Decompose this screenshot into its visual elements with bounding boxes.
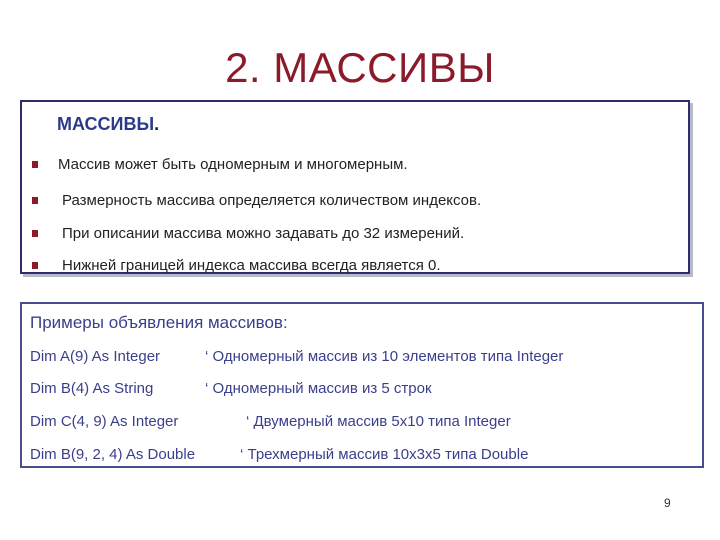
bullet-square-icon: [32, 262, 38, 269]
definition-heading-text: МАССИВЫ: [57, 114, 155, 134]
bullet-text: Размерность массива определяется количеством индексов.: [62, 192, 482, 209]
bullet-text: Нижней границей индекса массива всегда является 0.: [62, 257, 441, 274]
example-comment: ‘ Одномерный массив из 10 элементов типа Integer: [205, 348, 564, 365]
bullet-text: При описании массива можно задавать до 32 измерений.: [62, 225, 465, 242]
bullet-square-icon: [32, 197, 38, 204]
example-code: Dim B(4) As String: [30, 380, 154, 397]
definition-heading: [57, 114, 159, 135]
bullet-square-icon: [32, 230, 38, 237]
example-code: Dim C(4, 9) As Integer: [30, 413, 179, 430]
slide-title: 2. МАССИВЫ: [225, 44, 495, 91]
page-number: 9: [664, 496, 671, 510]
definition-heading-dot: .: [154, 114, 160, 134]
definition-box: [20, 100, 690, 274]
examples-heading: Примеры объявления массивов:: [30, 313, 288, 332]
bullet-square-icon: [32, 161, 38, 168]
example-comment: ‘ Трехмерный массив 10х3х5 типа Double: [240, 446, 529, 463]
examples-box: [20, 302, 704, 468]
example-code: Dim B(9, 2, 4) As Double: [30, 446, 196, 463]
example-comment: ‘ Одномерный массив из 5 строк: [205, 380, 432, 397]
bullet-text: Массив может быть одномерным и многомерным.: [58, 156, 408, 173]
example-comment: ‘ Двумерный массив 5х10 типа Integer: [246, 413, 511, 430]
example-code: Dim A(9) As Integer: [30, 348, 161, 365]
